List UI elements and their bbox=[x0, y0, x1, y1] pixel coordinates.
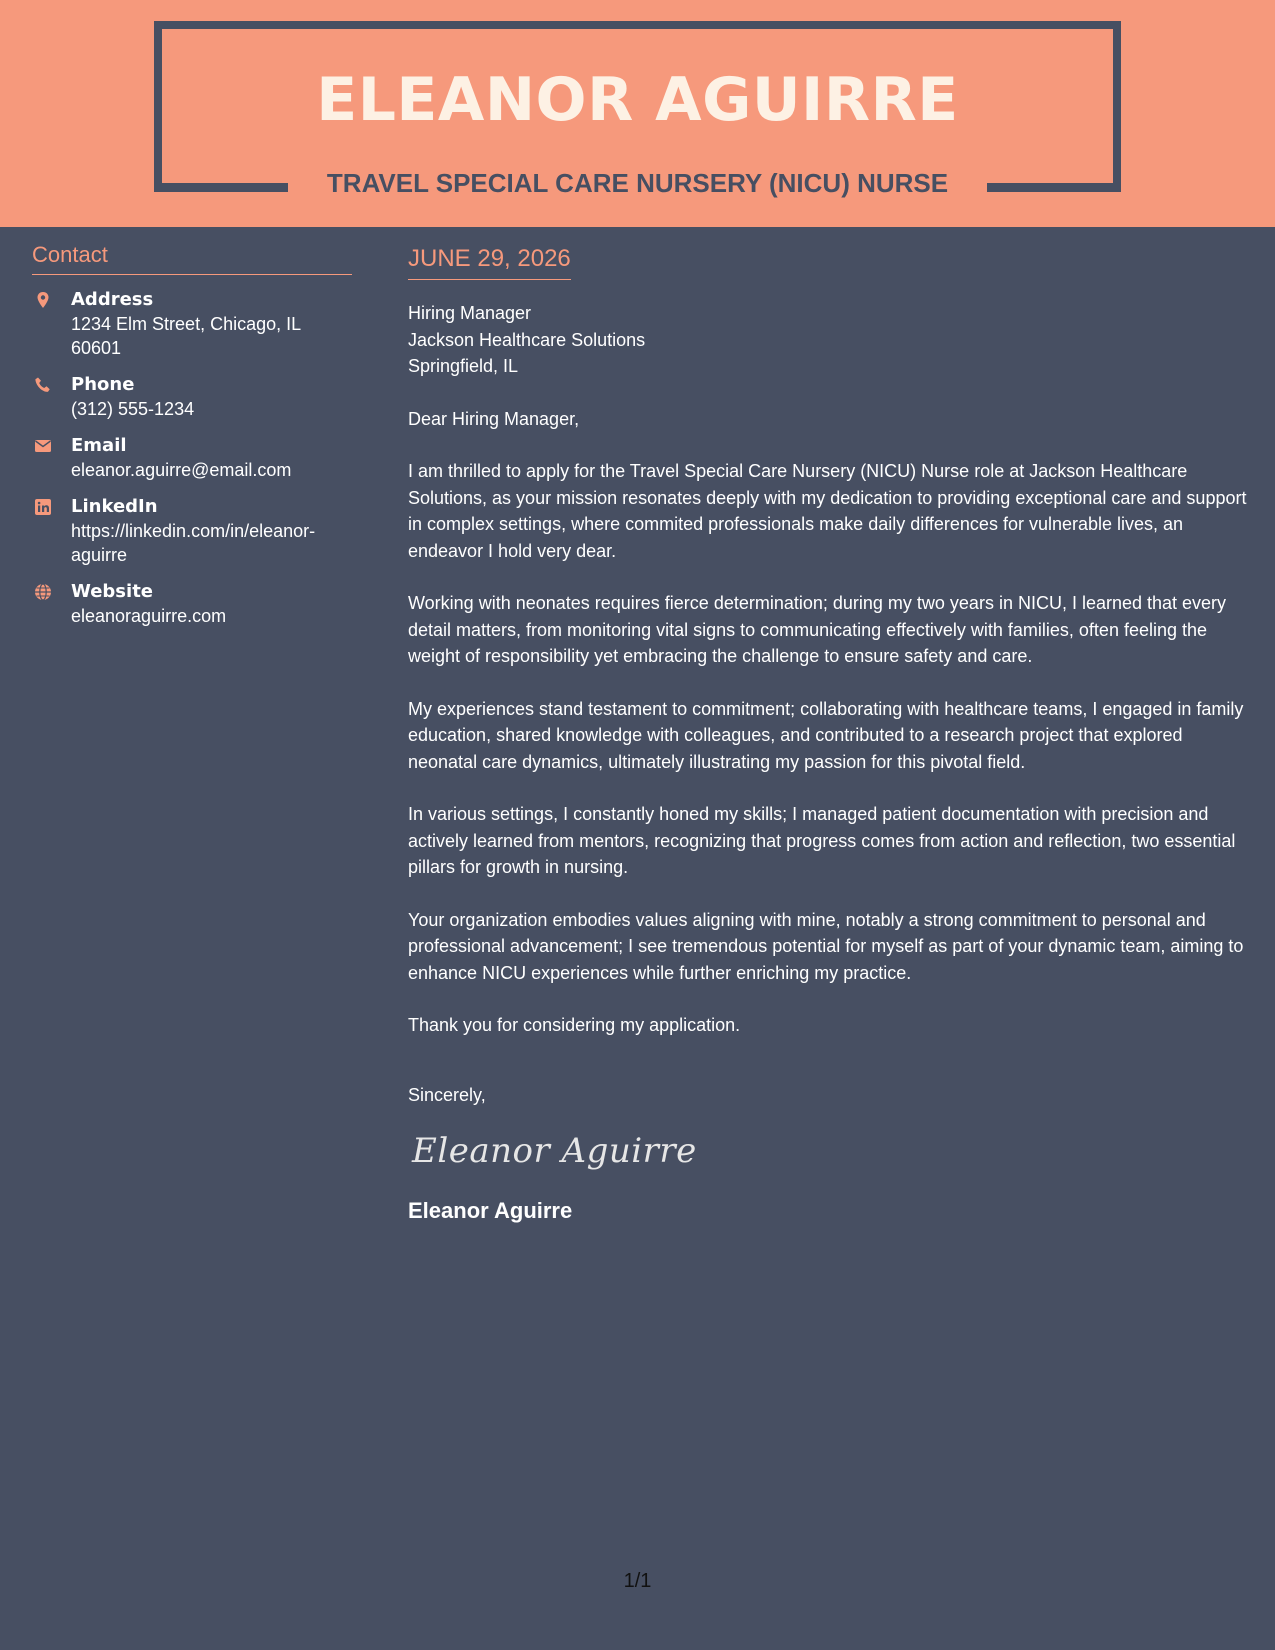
page-number: 1/1 bbox=[623, 1570, 652, 1592]
contact-label: Email bbox=[71, 435, 127, 456]
letter-paragraph: My experiences stand testament to commitment; collaborating with healthcare teams, I engaged in family education, shared knowledge with colleagues, and contributed to a research project that explored neonatal care dynamics, ultimately illustrating my passion for this pivotal field. bbox=[408, 698, 1244, 772]
recipient-block bbox=[408, 300, 1253, 380]
letter-paragraph: Working with neonates requires fierce determination; during my two years in NICU, I learned that every detail matters, from monitoring vital signs to communicating effectively with families, often feeling the weight of responsibility yet embracing the challenge to ensure safety and care. bbox=[408, 593, 1227, 666]
contact-value[interactable]: eleanoraguirre.com bbox=[71, 606, 227, 626]
header-banner bbox=[0, 0, 1275, 227]
contact-label: Website bbox=[71, 581, 154, 602]
letter-paragraph: Your organization embodies values aligning with mine, notably a strong commitment to personal and professional advancement; I see tremendous potential for myself as part of your dynamic team, aiming to enhance NICU experiences while further enriching my practice. bbox=[408, 909, 1244, 983]
closing: Sincerely, bbox=[408, 1084, 486, 1105]
salutation: Dear Hiring Manager, bbox=[408, 408, 580, 429]
contact-value: 1234 Elm Street, Chicago, IL 60601 bbox=[71, 314, 301, 358]
globe-icon bbox=[34, 583, 52, 601]
header-frame bbox=[154, 21, 1121, 29]
contact-item-website bbox=[32, 580, 352, 628]
contact-item-phone bbox=[32, 373, 352, 421]
contact-item-linkedin bbox=[32, 495, 352, 567]
letter-paragraph: Thank you for considering my application. bbox=[408, 1015, 741, 1035]
contact-label: Address bbox=[71, 289, 154, 310]
signed-name: Eleanor Aguirre bbox=[408, 1198, 573, 1223]
phone-icon bbox=[34, 376, 52, 394]
handwritten-signature: Eleanor Aguirre bbox=[412, 1131, 697, 1171]
contact-value: (312) 555-1234 bbox=[71, 399, 195, 419]
contact-label: Phone bbox=[71, 374, 135, 395]
contact-item-email bbox=[32, 434, 352, 482]
recipient-line: Springfield, IL bbox=[408, 356, 519, 376]
letter-paragraph: In various settings, I constantly honed my skills; I managed patient documentation with precision and actively learned from mentors, recognizing that progress comes from action and reflection, two essential pillars for growth in nursing. bbox=[408, 804, 1236, 877]
linkedin-icon bbox=[34, 498, 52, 516]
contact-item-address bbox=[32, 288, 352, 360]
contact-sidebar bbox=[32, 240, 352, 628]
contact-label: LinkedIn bbox=[71, 496, 158, 517]
recipient-line: Jackson Healthcare Solutions bbox=[408, 329, 646, 350]
contact-heading: Contact bbox=[32, 240, 352, 275]
letter-body bbox=[408, 243, 1253, 1226]
contact-value[interactable]: https://linkedin.com/in/eleanor-aguirre bbox=[71, 521, 316, 565]
recipient-line: Hiring Manager bbox=[408, 303, 532, 323]
job-title: TRAVEL SPECIAL CARE NURSERY (NICU) NURSE bbox=[326, 168, 949, 198]
letter-date: JUNE 29, 2026 bbox=[408, 243, 571, 280]
envelope-icon bbox=[34, 437, 52, 455]
candidate-name: ELEANOR AGUIRRE bbox=[316, 65, 959, 135]
map-pin-icon bbox=[34, 291, 52, 309]
letter-paragraph: I am thrilled to apply for the Travel Special Care Nursery (NICU) Nurse role at Jackson Healthcare Solutions, as your mission resonates deeply with my dedication to providing exceptional care and support in complex settings, where commited professionals make daily differences for vulnerable lives, an endeavor I hold very dear. bbox=[408, 461, 1247, 561]
contact-value[interactable]: eleanor.aguirre@email.com bbox=[71, 460, 292, 480]
